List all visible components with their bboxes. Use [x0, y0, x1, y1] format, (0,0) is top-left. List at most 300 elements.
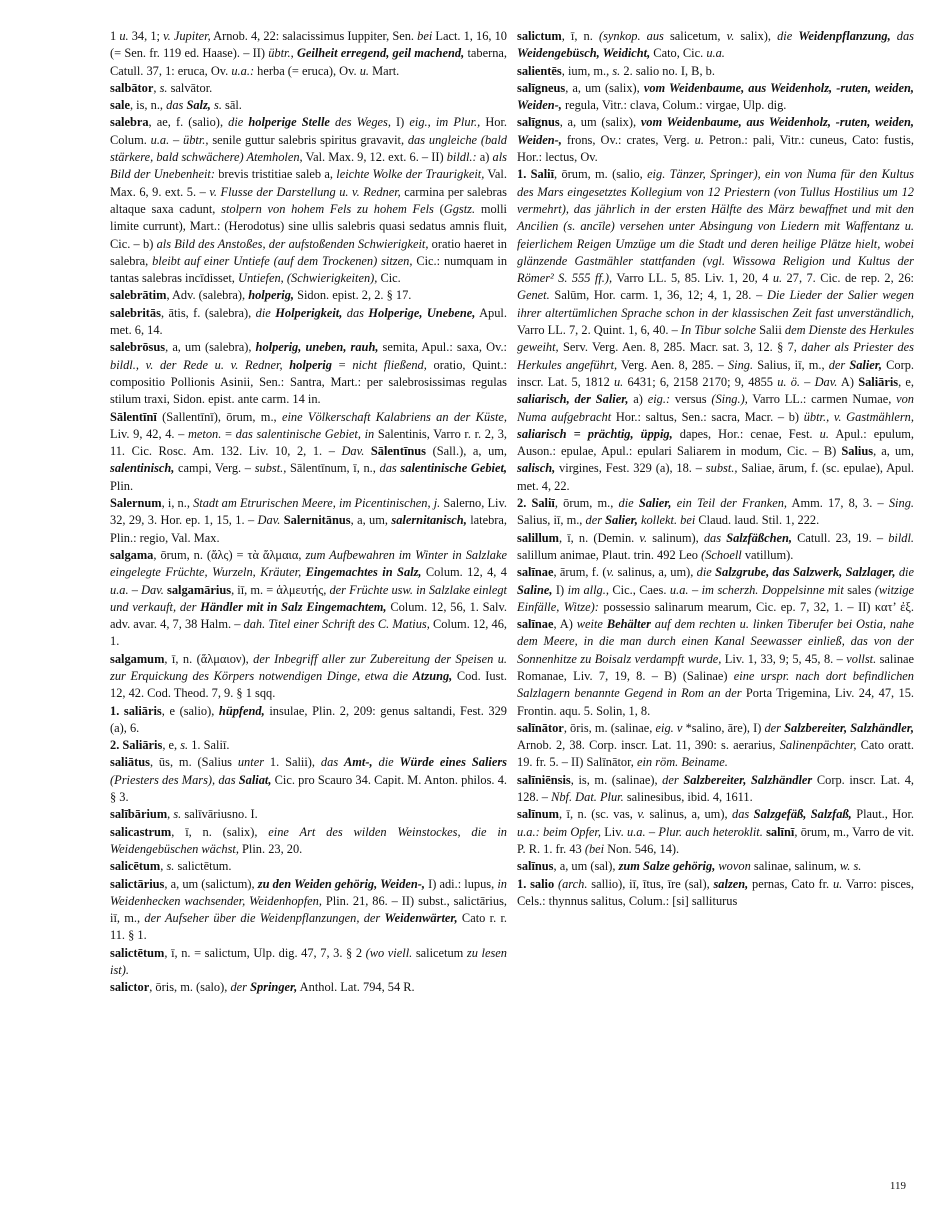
entry-text: salvātor.	[167, 80, 213, 95]
entry-text: dah. Titel einer Schrift des C. Matius,	[243, 617, 430, 632]
entry-text: in Weidenhecken wachsender, Weidenhopfen,	[110, 876, 507, 908]
headword: salīnae	[517, 617, 554, 632]
entry-text: taberna, Catull. 37, 1: eruca, Ov.	[110, 46, 507, 78]
dictionary-entry	[110, 806, 507, 823]
entry-text: In Tibur solche	[680, 323, 756, 338]
entry-text: stolpern von hohem Fels zu hohem Fels	[221, 201, 434, 216]
entry-text: unter	[237, 755, 265, 770]
entry-text: Liv. 1, 33, 9; 5, 45, 8. –	[721, 651, 847, 666]
entry-text: =	[331, 357, 353, 372]
headword: salicastrum	[110, 824, 172, 839]
entry-text: , a, um,	[350, 513, 392, 528]
entry-text: des Weges,	[329, 115, 391, 130]
entry-text: Verg. Aen. 8, 285. –	[617, 357, 728, 372]
entry-text: zum Salze gehörig,	[618, 859, 716, 874]
entry-text: possessio salinarum mearum, Cic. ep. 7, 32, 1. – II) κατ’ ἐξ.	[598, 599, 914, 614]
entry-text: Val. Max. 6, 9. ext. 5. –	[110, 167, 507, 199]
entry-text: salinesibus, ibid. 4, 1611.	[623, 790, 753, 805]
entry-text: sales	[843, 582, 875, 597]
entry-text: salinum),	[647, 530, 704, 545]
entry-text: zu lesen ist).	[110, 945, 507, 978]
entry-text: (witzige Einfälle, Witze):	[517, 582, 915, 614]
entry-text: Plin. 23, 20.	[238, 841, 303, 856]
entry-text: a)	[476, 150, 493, 165]
dictionary-entry	[110, 80, 507, 97]
headword: Salernitānus	[283, 513, 351, 528]
entry-text: leichte Wolke der Traurigkeit,	[336, 167, 485, 182]
entry-text: dapes, Hor.: cenae, Fest.	[672, 426, 820, 441]
entry-text: ,	[160, 859, 167, 874]
entry-text: 1. Salii),	[264, 755, 321, 770]
entry-text: u.a.	[627, 824, 646, 839]
headword: 1. saliāris	[110, 703, 162, 718]
entry-text: u.	[819, 426, 829, 441]
headword: salictor	[110, 980, 150, 995]
entry-text: holperig,	[248, 288, 294, 303]
entry-text: der	[764, 720, 785, 735]
entry-text: das	[166, 98, 187, 113]
entry-text: der	[828, 357, 850, 372]
entry-text: u.a.:	[231, 63, 255, 78]
entry-text: A)	[837, 374, 859, 389]
entry-text: vatillum).	[741, 547, 794, 562]
entry-text: u.	[694, 132, 704, 147]
entry-text: der Inbegriff aller zur Zubereitung der Speisen u. zur Erquickung des Körpers notwendigen Dinge, etwa die	[110, 651, 508, 683]
entry-text: , a, um (salix),	[559, 115, 641, 130]
entry-text: , ī, n. = salictum, Ulp. dig. 47, 7, 3. § 2	[164, 945, 366, 960]
entry-text: , a, um (sal),	[553, 859, 619, 874]
dictionary-entry	[110, 305, 507, 340]
entry-text: Corp. inscr. Lat. 4, 128. –	[517, 772, 915, 805]
entry-text: , a, um (salix),	[565, 80, 644, 95]
entry-text: Händler mit in Salz Eingemachtem,	[200, 599, 387, 614]
entry-text: subst.,	[254, 461, 287, 476]
entry-text: salictētum.	[174, 859, 232, 874]
entry-text: semita, Apul.: saxa, Ov.:	[378, 340, 507, 355]
entry-text: salīvāriusno. I.	[181, 807, 258, 822]
entry-text: Springer,	[250, 980, 298, 995]
entry-text: Geilheit erregend, geil machend,	[296, 46, 465, 61]
entry-text: Weidenpflanzung,	[798, 29, 891, 43]
entry-text: Salzgefäß, Salzfaß,	[753, 807, 852, 822]
headword: salīnī	[766, 824, 795, 839]
headword: Sālentīnus	[370, 444, 426, 459]
dictionary-entry	[517, 80, 914, 115]
entry-text: Salius, iī, m.,	[753, 357, 829, 372]
entry-text: übtr., v. Gastmählern,	[803, 409, 914, 424]
entry-text: zu den Weiden gehörig, Weiden-,	[257, 876, 425, 891]
entry-text: s.	[159, 80, 168, 95]
headword: salebrōsus	[110, 340, 166, 355]
entry-text: das	[890, 29, 914, 43]
entry-text: eine Völkerschaft Kalabriens an der Küste,	[281, 409, 507, 424]
entry-text: Salzfäßchen,	[726, 530, 792, 545]
entry-text: u.a.	[150, 132, 170, 147]
entry-text: salentinische Gebiet,	[400, 461, 507, 476]
entry-text: , e (salio),	[161, 703, 219, 718]
entry-text: Hor. Colum.	[110, 115, 508, 147]
entry-text: Holperige, Unebene,	[368, 305, 476, 320]
dictionary-entry	[110, 495, 507, 547]
entry-text: Weidengebüsch, Weidicht,	[517, 46, 651, 61]
entry-text: Corp. inscr. Lat. 5, 1812	[517, 357, 915, 389]
entry-text: , ī, n. (salix),	[171, 824, 269, 839]
dictionary-entry	[517, 720, 914, 772]
entry-text: Amm. 17, 8, 3. –	[787, 496, 889, 511]
entry-text: u.a.	[110, 582, 129, 597]
entry-text: (bei	[584, 841, 605, 856]
left-column	[110, 28, 507, 997]
entry-text: als Bild der Unebenheit:	[110, 150, 507, 182]
entry-text: s.	[166, 859, 175, 874]
entry-text: im scherzh. Doppelsinne mit	[701, 582, 844, 597]
entry-text: (Sallentīnī), ōrum, m.,	[156, 409, 282, 424]
dictionary-entry	[110, 409, 507, 495]
entry-text: vom Weidenbaume, aus Weidenholz, -ruten, weiden, Weiden-,	[517, 80, 914, 113]
entry-text: , ī, n. (sc. vas,	[559, 807, 638, 822]
entry-text: der Aufseher über die Weidenpflanzungen, der	[144, 911, 385, 926]
entry-text: 6431; 6, 2158 2170; 9, 4855	[623, 374, 778, 389]
dictionary-entry	[517, 530, 914, 565]
entry-text: , iī, m. = ἁλμευτής,	[231, 582, 330, 597]
entry-text: oratio, Quint.: compositio Pollionis Asinii, Sen.: Santra, Mart.: per salebrosissimas regulas stilum traxi, Sidon. epist. ante carm. 14 in.	[110, 357, 507, 407]
entry-text: , is, m. (salinae),	[570, 772, 663, 787]
entry-text: , ōrum, m. (salio,	[554, 167, 648, 182]
entry-text: Cod. Iust. 12, 42. Cod. Theod. 7, 9. § 1 sqq.	[110, 668, 507, 701]
entry-text: herba (= eruca), Ov.	[254, 63, 360, 78]
headword: salīnātor	[517, 720, 564, 735]
entry-text: Behälter	[606, 617, 651, 632]
entry-text: weite	[576, 617, 607, 632]
entry-text: Saliae, ārum, f. (sc. epulae), Apul. met. 4, 22.	[517, 461, 914, 493]
entry-text: , ōris, m. (salinae,	[563, 720, 656, 735]
entry-text: ein röm. Beiname.	[636, 755, 728, 770]
entry-text: Colum. 12, 56, 1. Salv. adv. avar. 4, 7, 38 Halm. –	[110, 599, 507, 632]
headword: salīgnus	[517, 115, 560, 130]
entry-text: sāl.	[221, 98, 242, 113]
dictionary-entry	[517, 858, 914, 875]
entry-text: Salinenpächter,	[779, 738, 857, 753]
entry-text: Claud. laud. Stil. 1, 222.	[695, 513, 820, 528]
entry-text: senile guttur salebris spiritus gravavit,	[208, 132, 408, 147]
entry-text: kollekt. bei	[640, 513, 696, 528]
entry-text: , ōrum, n. (ἅλς) = τὰ ἅλμαια,	[153, 547, 306, 562]
entry-text: Atzung,	[412, 668, 453, 683]
entry-text: Salzgrube, das Salzwerk, Salzlager,	[715, 565, 896, 580]
entry-text: a)	[628, 392, 648, 407]
entry-text: ,	[153, 80, 160, 95]
entry-text: Catull. 23, 19. –	[791, 530, 889, 545]
entry-text: Non. 546, 14).	[604, 841, 680, 856]
entry-text: I) adi.: lupus,	[424, 876, 498, 891]
dictionary-entry	[110, 547, 507, 651]
entry-text: , ātis, f. (salebra),	[160, 305, 256, 320]
headword: salgama	[110, 547, 154, 562]
entry-text: Weidenwärter,	[384, 911, 458, 926]
entry-text: , is, n.,	[129, 98, 167, 113]
headword: 2. Saliī	[517, 496, 555, 511]
entry-text: der	[230, 980, 251, 995]
entry-text: Cic. pro Scauro 34. Capit. M. Anton. philos. 4. § 3.	[110, 772, 507, 805]
dictionary-entry	[517, 876, 914, 911]
entry-text: die	[618, 496, 639, 511]
headword: salictētum	[110, 945, 165, 960]
entry-text: Colum. 12, 46, 1.	[110, 617, 507, 649]
dictionary-entry	[517, 166, 914, 495]
entry-text: salinus, a, um),	[645, 807, 732, 822]
entry-text: Salz,	[186, 98, 211, 113]
entry-text: übtr.,	[183, 132, 209, 147]
headword: salīniēnsis	[517, 772, 571, 787]
dictionary-entry	[110, 824, 507, 859]
entry-text: =	[221, 426, 236, 441]
entry-text: die	[255, 305, 276, 320]
entry-text: (Priesters des Mars), das	[110, 772, 239, 787]
headword: salicētum	[110, 859, 161, 874]
dictionary-entry	[517, 564, 914, 720]
headword: salientēs	[517, 63, 562, 78]
entry-text: übtr.,	[268, 46, 294, 61]
entry-text: ein Teil der Franken,	[671, 496, 788, 511]
entry-text: das ungleiche (bald stärkere, bald schwächere) Atemholen,	[110, 132, 507, 165]
entry-text: v. Flusse der Darstellung u. v. Redner,	[209, 184, 401, 199]
entry-text: campi, Verg. –	[174, 461, 255, 476]
entry-text: u.	[613, 374, 624, 389]
entry-text: , ī, n. (Demin.	[559, 530, 640, 545]
entry-text: frons, Ov.: crates, Verg.	[561, 132, 695, 147]
entry-text: Serv. Verg. Aen. 8, 285. Macr. sat. 3, 12. § 7,	[558, 340, 802, 355]
right-column	[517, 28, 914, 910]
entry-text: Salii	[755, 323, 785, 338]
entry-text: versus	[670, 392, 712, 407]
entry-text: Salier,	[605, 513, 638, 528]
entry-text: eig. v	[655, 720, 683, 735]
entry-text: auf dem rechten u. linken Tiberufer bei Ostia, nahe dem Meere, in die man durch einen Kanal Seewasser einließ, das von der Sonnenhitze zu Boisalz verdampft wurde,	[517, 617, 914, 666]
entry-text: Eingemachtes in Salz,	[305, 565, 422, 580]
entry-text: daher als Priester des Herkules angeführt,	[517, 340, 914, 372]
entry-text: salicetum	[412, 945, 467, 960]
entry-text: Porta Trigemina, Liv. 24, 47, 15. Frontin. aqu. 5. Solin, 1, 8.	[517, 686, 914, 718]
entry-text: das salentinische Gebiet, in	[235, 426, 375, 441]
entry-text: Würde eines Saliers	[399, 755, 508, 770]
entry-text: subst.,	[705, 461, 738, 476]
entry-text: brevis tristitiae saleb a,	[214, 167, 337, 182]
entry-text: Salius, iī, m.,	[517, 513, 586, 528]
entry-text: , ārum, f. (	[553, 565, 607, 580]
headword: Salernum	[110, 496, 162, 511]
entry-text: Salzbereiter, Salzhändler	[683, 772, 813, 787]
entry-text: Liv. 9, 42, 4. –	[110, 426, 188, 441]
entry-text: 2. salio no. I, B, b.	[620, 63, 715, 78]
entry-text: holperig	[289, 357, 332, 372]
entry-text: , ōrum, m.,	[554, 496, 619, 511]
entry-text: wovon	[718, 859, 751, 874]
entry-text: Arnob. 4, 22: salacissimus Iuppiter, Sen.	[210, 29, 418, 43]
entry-text: salentinisch,	[110, 461, 175, 476]
headword: salebritās	[110, 305, 161, 320]
dictionary-entry	[517, 28, 914, 63]
entry-text: w. s.	[839, 859, 862, 874]
headword: salbātor	[110, 80, 154, 95]
entry-text: Nbf. Dat. Plur.	[551, 790, 624, 805]
entry-text: meton.	[187, 426, 222, 441]
entry-text: Arnob. 2, 38. Corp. inscr. Lat. 11, 390: s. aerarius,	[517, 738, 780, 753]
entry-text: der	[585, 513, 606, 528]
headword: salictum	[517, 29, 562, 43]
entry-text: im allg.,	[567, 582, 609, 597]
headword: saliātus	[110, 755, 150, 770]
entry-text: als Bild des Anstoßes, der aufstoßenden Schwierigkeit,	[156, 236, 429, 251]
entry-text: s.	[173, 807, 182, 822]
entry-text: –	[169, 132, 184, 147]
entry-text: Salentinis, Varro r. r. 2, 3, 11. Cic. Rosc. Am. 132. Liv. 10, 2, 1. –	[110, 426, 507, 459]
dictionary-entry	[110, 858, 507, 875]
headword: Salius	[841, 444, 874, 459]
entry-text: sallio), iī, ītus, īre (sal),	[587, 876, 714, 891]
entry-text: das	[732, 807, 754, 822]
headword: 2. Saliāris	[110, 738, 163, 753]
entry-text: , a, um (salictum),	[164, 876, 258, 891]
entry-text: salinus, a, um),	[614, 565, 697, 580]
entry-text: –	[688, 582, 702, 597]
entry-text: salinae Romanae, Liv. 7, 19, 8. – B) (Salinae)	[517, 651, 915, 683]
dictionary-entry	[517, 772, 914, 807]
headword: sale	[110, 98, 130, 113]
entry-text: eig. Tänzer, Springer), ein von Numa für den Kultus des Mars eingesetztes Kollegium von 12 Priestern (von Tullus Hostilius um 12 vermehrt), das jährlich in der ersten Hälfte des März bewaffnet und mit den Ancilien (s. ancīle) versehen unter Absingung von Liedern mit Waffentanz u. feierlichem Reigen Umzüge um die Stadt und deren heilige Plätze hielt, wobei glänzende Gastmähler stattfanden (vgl. Wissowa Religion und Kultus der Römer² S. 555 ff.),	[517, 167, 914, 286]
entry-text: salillum animae, Plaut. trin. 492 Leo	[517, 547, 702, 562]
entry-text: holperige Stelle	[248, 115, 330, 130]
entry-text: die	[228, 115, 249, 130]
headword: salīnae	[517, 565, 554, 580]
entry-text: Liv.	[600, 824, 627, 839]
entry-text: bildl., v. der Rede u. v. Redner,	[110, 357, 283, 372]
entry-text: v. Jupiter,	[163, 29, 211, 43]
entry-text: v.	[606, 565, 615, 580]
entry-text: salernitanisch,	[391, 513, 467, 528]
entry-text: , e,	[898, 374, 915, 389]
entry-text: , ōrum, m., Varro de vit. P. R. 1. fr. 43	[517, 824, 915, 856]
dictionary-entry	[517, 806, 914, 858]
entry-text: u.a.: beim Opfer,	[517, 824, 601, 839]
entry-text: bleibt auf einer Untiefe (auf dem Trockenen) sitzen,	[152, 253, 413, 268]
entry-text: salicetum,	[663, 29, 727, 43]
headword: salgamārius	[167, 582, 232, 597]
entry-text: die	[777, 29, 799, 43]
entry-text: latebra, Plin.: regio, Val. Max.	[110, 513, 507, 545]
headword: 1. salio	[517, 876, 555, 891]
entry-text: 1. Saliī.	[188, 738, 230, 753]
entry-text: bildl.	[888, 530, 915, 545]
headword: salictārius	[110, 876, 165, 891]
entry-text: die	[895, 565, 914, 580]
entry-text: Plaut., Hor.	[851, 807, 914, 822]
entry-text: , ae, f. (salio),	[148, 115, 229, 130]
entry-text: Dav.	[341, 444, 365, 459]
entry-text: eine urspr. nach dort befindlichen Salzlagern benannte Gegend in Rom an der	[517, 668, 914, 701]
entry-text: *salino, āre), I)	[682, 720, 765, 735]
entry-text: v.	[637, 807, 646, 822]
entry-text: Sing.	[888, 496, 914, 511]
entry-text: , ōris, m. (salo),	[149, 980, 231, 995]
entry-text: s.	[180, 738, 189, 753]
headword: salīnum	[517, 807, 560, 822]
entry-text: Plin. 21, 86. – II) subst., salictārius, iī, m.,	[110, 893, 507, 926]
entry-text: Sing.	[727, 357, 754, 372]
entry-text: , a, um (salebra),	[165, 340, 256, 355]
entry-text: Amt-,	[344, 755, 373, 770]
entry-text: carmina per salebras altaque saxa cadunt,	[110, 184, 507, 216]
entry-text: salzen,	[713, 876, 749, 891]
dictionary-entry	[110, 97, 507, 114]
dictionary-entry	[110, 28, 507, 80]
headword: salībārium	[110, 807, 168, 822]
entry-text: salisch,	[517, 461, 556, 476]
entry-text: regula, Vitr.: clava, Colum.: virgae, Ulp. dig.	[561, 98, 787, 113]
entry-text: (Schoell	[701, 547, 742, 562]
entry-text: Saliat,	[238, 772, 272, 787]
entry-text: –	[645, 824, 659, 839]
entry-text: Cic., Caes.	[608, 582, 670, 597]
entry-text: saliarisch = prächtig, üppig,	[517, 426, 673, 441]
entry-text: Salzbereiter, Salzhändler,	[784, 720, 914, 735]
entry-text: I)	[390, 115, 410, 130]
entry-text: das	[342, 305, 369, 320]
entry-text: Sālentīnum, ī, n.,	[286, 461, 380, 476]
entry-text: s.	[612, 63, 621, 78]
entry-text: s.	[214, 98, 222, 113]
headword: salīnus	[517, 859, 554, 874]
entry-text: Petron.: pali, Vitr.: cuneus, Cato: fustis, Hor.: lectus, Ov.	[517, 132, 914, 165]
entry-text: das	[379, 461, 401, 476]
entry-text: Dav.	[141, 582, 164, 597]
entry-text: salix),	[734, 29, 778, 43]
entry-text: Holperigkeit,	[275, 305, 343, 320]
headword: salebrātim	[110, 288, 167, 303]
entry-text: (synkop. aus	[598, 29, 664, 43]
entry-text: bei	[417, 29, 433, 43]
entry-text: vollst.	[846, 651, 877, 666]
entry-text: Plur. auch heteroklit.	[658, 824, 763, 839]
entry-text: eine Art des wilden Weinstockes, die in Weidengebüschen wächst,	[110, 824, 507, 856]
headword: salillum	[517, 530, 559, 545]
entry-text: Cato oratt. 19. fr. 5. – II) Salīnātor,	[517, 738, 914, 770]
entry-text: u.	[359, 63, 369, 78]
entry-text: (arch.	[557, 876, 588, 891]
dictionary-entry	[110, 287, 507, 304]
entry-text: Colum. 12, 4, 4	[421, 565, 507, 580]
entry-text: u.a.	[669, 582, 689, 597]
entry-text: eig.:	[647, 392, 671, 407]
entry-text: Mart.	[368, 63, 400, 78]
dictionary-entry	[517, 63, 914, 80]
headword: Sālentīnī	[110, 409, 157, 424]
entry-text: Cato r. r. 11. § 1.	[110, 911, 507, 943]
entry-text: der Früchte usw. in Salzlake einlegt und verkauft, der	[110, 582, 507, 614]
entry-text: das	[320, 755, 345, 770]
entry-text: u.	[772, 271, 783, 286]
entry-text: , ūs, m. (Salius	[149, 755, 238, 770]
entry-text: Apul. met. 6, 14.	[110, 305, 507, 338]
entry-text: , ī, n.	[561, 29, 599, 43]
dictionary-entry	[110, 979, 507, 996]
entry-text: Stadt am Etrurischen Meere, im Picentinischen, j.	[193, 496, 441, 511]
entry-text: Varro LL. 5, 85. Liv. 1, 20, 4	[612, 271, 773, 286]
entry-text	[364, 444, 371, 458]
entry-text: Sidon. epist. 2, 2. § 17.	[294, 288, 412, 303]
page-number: 119	[889, 1180, 906, 1192]
entry-text: I)	[552, 582, 568, 597]
entry-text: , ium, m.,	[561, 63, 613, 78]
